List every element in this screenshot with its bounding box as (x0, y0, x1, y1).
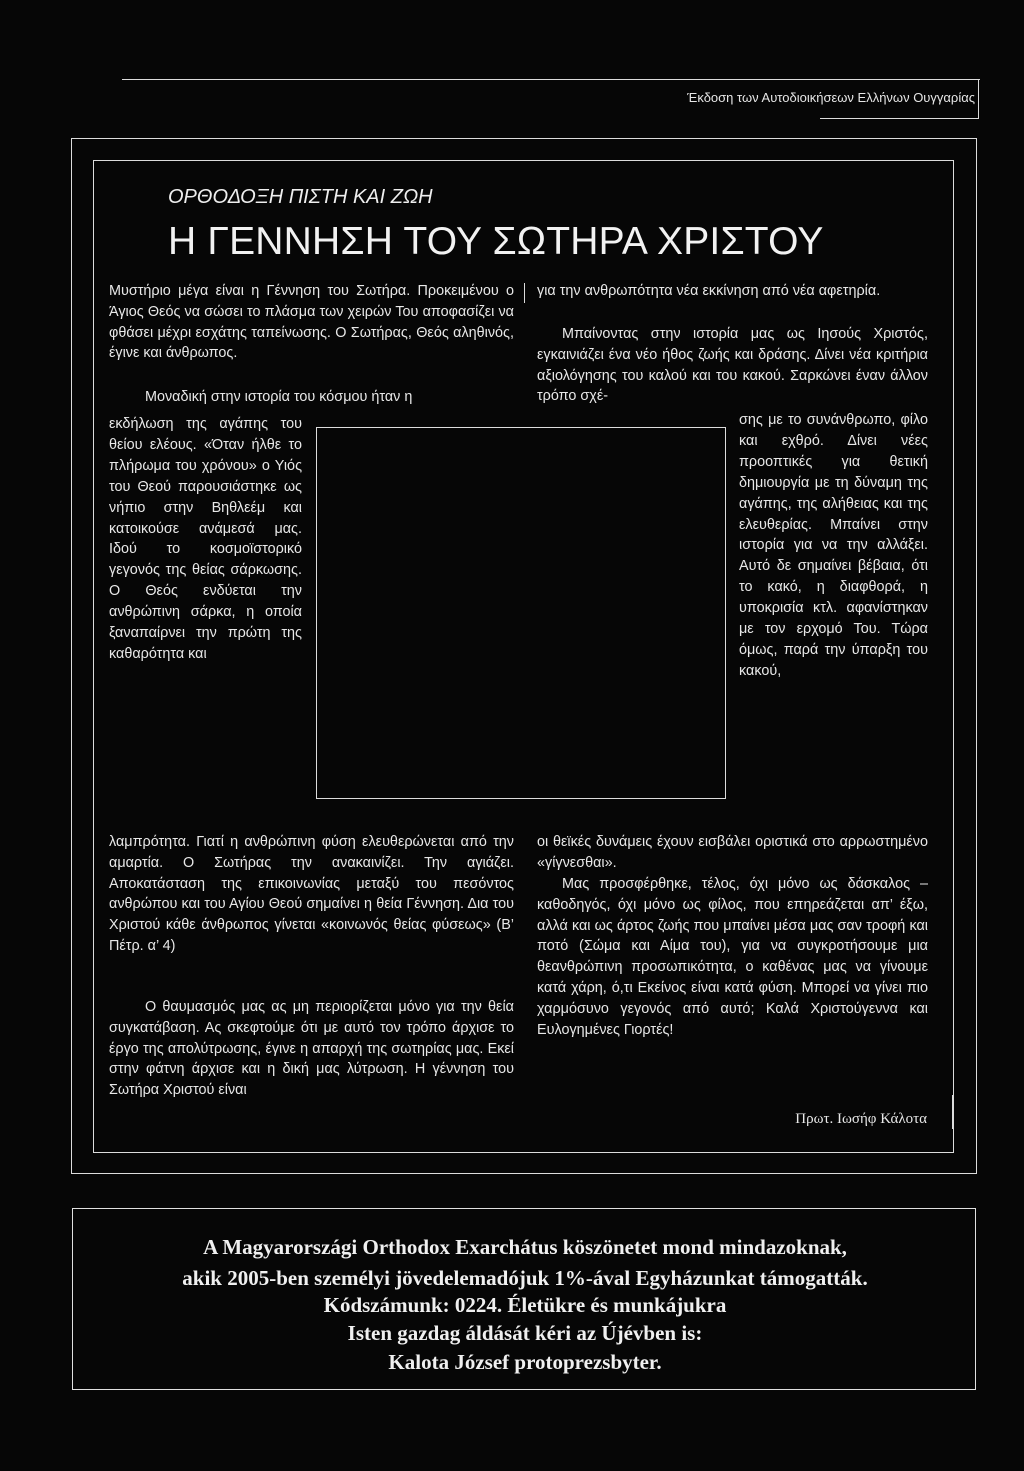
article-paragraph: Ο θαυμασμός μας ας μη περιορίζεται μόνο για την θεία συγκατάβαση. Ας σκεφτούμε ότι με αυτό τον τρόπο άρχισε το έργο της απολύτρωσης, έγινε η απαρχή της σωτηρίας μας. Εκεί στην φάτνη άρχισε και η δική μας λύτρωση. Η γέννηση του Σωτήρα Χριστού είναι (109, 999, 514, 1099)
image-placeholder-box (316, 427, 726, 799)
notice-line: A Magyarországi Orthodox Exarchátus köszönetet mond mindazoknak, (203, 1235, 847, 1259)
notice-line: akik 2005-ben személyi jövedelemadójuk 1%-ával Egyházunkat támogatták. (182, 1266, 868, 1290)
article-paragraph: εκδήλωση της αγάπης του θείου ελέους. «Όταν ήλθε το πλήρωμα του χρόνου» ο Υιός του Θεού παρουσιάστηκε ως νήπιο στην Βηθλεέμ και κατοικούσε ανάμεσά μας. Ιδού το κοσμοϊστορικό γεγονός της θείας σάρκωσης. Ο Θεός ενδύεται την ανθρώπινη σάρκα, η οποία ξαναπαίρνει την πρώτη της καθαρότητα και (109, 416, 302, 662)
article-paragraph: οι θεϊκές δυνάμεις έχουν εισβάλει οριστικά στο αρρωστημένο «γίγνεσθαι». (537, 834, 928, 871)
thank-you-notice (72, 1208, 976, 1390)
article-paragraph: για την ανθρωπότητα νέα εκκίνηση από νέα αφετηρία. (537, 283, 881, 299)
section-label: ΟΡΘΟΔΟΞΗ ΠΙΣΤΗ ΚΑΙ ΖΩΗ (168, 186, 433, 208)
publisher-line: Έκδοση των Αυτοδιοικήσεων Ελλήνων Ουγγαρίας (687, 90, 975, 105)
author-signature: Πρωτ. Ιωσήφ Κάλοτα (795, 1111, 927, 1127)
notice-line: Kalota József protoprezsbyter. (388, 1350, 662, 1374)
column-divider (952, 1095, 953, 1129)
header-box-edge (978, 79, 979, 119)
article-paragraph: Μυστήριο μέγα είναι η Γέννηση του Σωτήρα. Προκειμένου ο Άγιος Θεός να σώσει το πλάσμα των χειρών Του αποφασίζει να φθάσει μέχρι εσχάτης ταπείνωσης. Ο Σωτήρας, Θεός αληθινός, έγινε και άνθρωπος. (109, 283, 514, 362)
notice-line: Kódszámunk: 0224. Életükre és munkájukra (323, 1293, 727, 1317)
article-paragraph: λαμπρότητα. Γιατί η ανθρώπινη φύση ελευθερώνεται από την αμαρτία. Ο Σωτήρας την ανακαινίζει. Την αγιάζει. Αποκατάσταση της επικοινωνίας μεταξύ του πεσόντος ανθρώπου και του Αγίου Θεού σημαίνει η θεία Γέννηση. Δια του Χριστού κάθε άνθρωπος γίνεται «κοινωνός θείας φύσεως» (Β’ Πέτρ. α’ 4) (109, 834, 514, 954)
notice-line: Isten gazdag áldását kéri az Újévben is: (347, 1321, 703, 1345)
article-paragraph: σης με το συνάνθρωπο, φίλο και εχθρό. Δίνει νέες προοπτικές για θετική δημιουργία με τη δύναμη της αγάπης, της αλήθειας και της ελευθερίας. Μπαίνει στην ιστορία για να την αλλάξει. Αυτό δε σημαίνει βέβαια, ότι το κακό, η διαφθορά, η υποκρισία κτλ. αφανίστηκαν με τον ερχομό Του. Τώρα όμως, παρά την ύπαρξη του κακού, (739, 412, 928, 679)
column-divider (524, 283, 525, 303)
header-rule (122, 79, 980, 80)
article-paragraph: Μοναδική στην ιστορία του κόσμου ήταν η (145, 389, 413, 405)
header-box-edge (820, 118, 979, 119)
article-paragraph: Μπαίνοντας στην ιστορία μας ως Ιησούς Χριστός, εγκαινιάζει ένα νέο ήθος ζωής και δράσης. Δίνει νέα κριτήρια αξιολόγησης του καλού και του κακού. Σαρκώνει έναν άλλον τρόπο σχέ- (537, 326, 928, 405)
article-title: Η ΓΕΝΝΗΣΗ ΤΟΥ ΣΩΤΗΡΑ ΧΡΙΣΤΟΥ (168, 220, 824, 263)
article-paragraph: Μας προσφέρθηκε, τέλος, όχι μόνο ως δάσκαλος – καθοδηγός, όχι μόνο ως φίλος, που επηρεάζεται απ’ έξω, αλλά και ως άρτος ζωής που μπαίνει μέσα μας σαν τροφή και ποτό (Σώμα και Αίμα του), για να συγκροτήσουμε μια θεανθρώπινη προσωπικότητα, ο καθένας μας να γίνουμε κατά χάρη, ό,τι Εκείνος είναι κατά φύση. Μπορεί να γίνει πιο χαρμόσυνο γεγονός από αυτό; Καλά Χριστούγεννα και Ευλογημένες Γιορτές! (537, 876, 928, 1038)
